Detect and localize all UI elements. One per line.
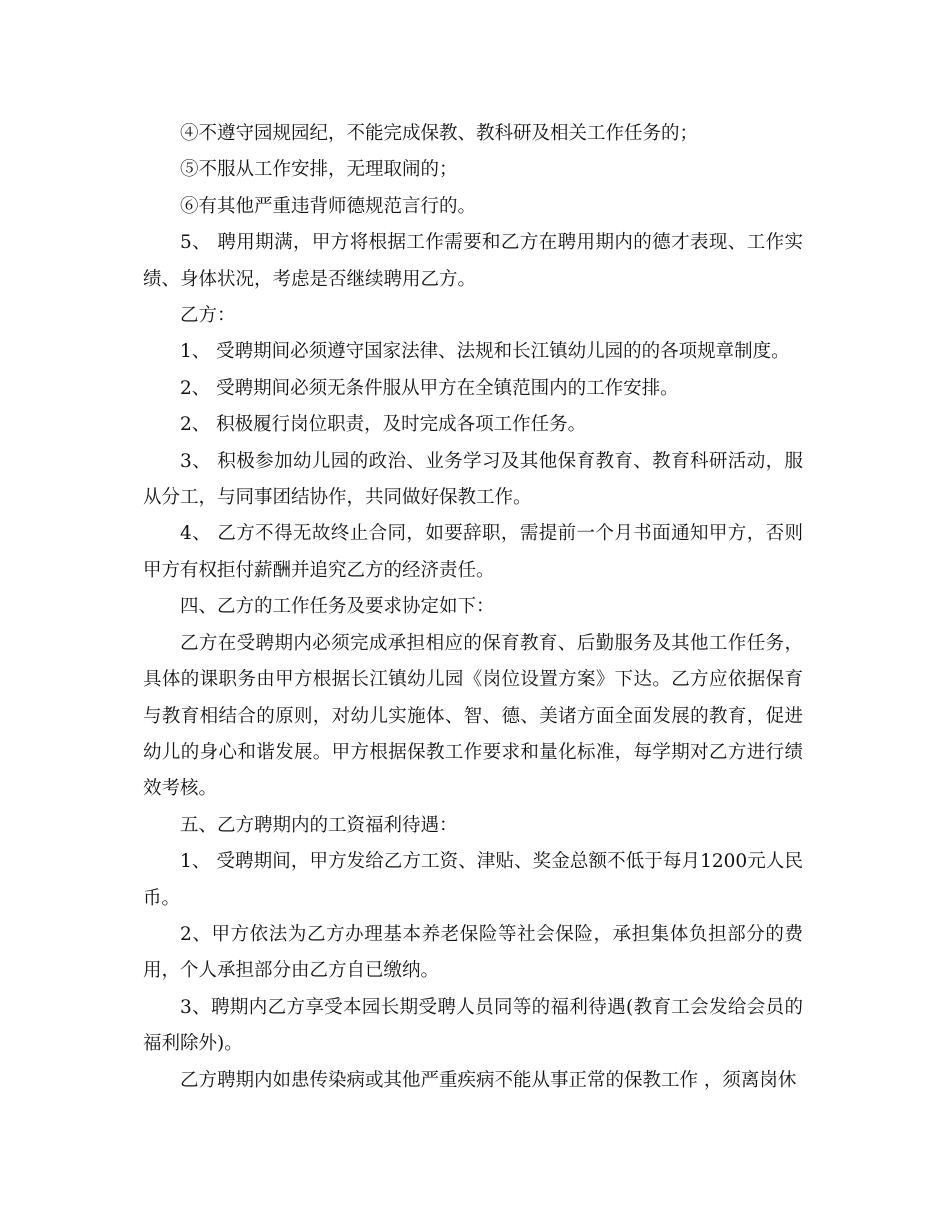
- paragraph-salary-1: 1、 受聘期间，甲方发给乙方工资、津贴、奖金总额不低于每月1200元人民币。: [143, 851, 803, 909]
- paragraph-party-b-item-2b: 2、 积极履行岗位职责，及时完成各项工作任务。: [180, 414, 587, 436]
- document-body: [143, 116, 803, 1099]
- paragraph-salary-3: 3、聘期内乙方享受本园长期受聘人员同等的福利待遇(教育工会发给会员的福利除外)。: [143, 996, 803, 1055]
- paragraph-term-expiry: 5、 聘用期满，甲方将根据工作需要和乙方在聘用期内的德才表现、工作实绩、身体状况，考虑是否继续聘用乙方。: [143, 232, 803, 290]
- paragraph-clause-6: ⑥有其他严重违背师德规范言行的。: [180, 195, 477, 217]
- paragraph-clause-4: ④不遵守园规园纪，不能完成保教、教科研及相关工作任务的；: [180, 123, 699, 144]
- paragraph-salary-2: 2、甲方依法为乙方办理基本养老保险等社会保险，承担集体负担部分的费用，个人承担部分由乙方自已缴纳。: [143, 923, 803, 982]
- paragraph-party-b-item-2: 2、 受聘期间必须无条件服从甲方在全镇范围内的工作安排。: [180, 377, 679, 399]
- section-heading-4: 四、乙方的工作任务及要求协定如下：: [180, 596, 495, 618]
- paragraph-illness: 乙方聘期内如患传染病或其他严重疾病不能从事正常的保教工作 ，须离岗休: [180, 1069, 797, 1091]
- paragraph-work-tasks: 乙方在受聘期内必须完成承担相应的保育教育、后勤服务及其他工作任务，具体的课职务由甲方根据长江镇幼儿园《岗位设置方案》下达。乙方应依据保育与教育相结合的原则，对幼儿实施体、智、德、美诸方面全面发展的教育，促进幼儿的身心和谐发展。甲方根据保教工作要求和量化标准，每学期对乙方进行绩效考核。: [143, 632, 803, 800]
- paragraph-party-b-item-1: 1、 受聘期间必须遵守国家法律、法规和长江镇幼儿园的的各项规章制度。: [180, 341, 790, 363]
- paragraph-clause-5: ⑤不服从工作安排，无理取闹的；: [180, 159, 458, 181]
- paragraph-party-b-item-3: 3、 积极参加幼儿园的政治、业务学习及其他保育教育、教育科研活动，服从分工，与同事团结协作，共同做好保教工作。: [143, 450, 803, 509]
- paragraph-party-b-heading: 乙方：: [180, 305, 236, 327]
- paragraph-party-b-item-4: 4、 乙方不得无故终止合同，如要辞职，需提前一个月书面通知甲方，否则甲方有权拒付薪酬并追究乙方的经济责任。: [143, 523, 803, 581]
- section-heading-5: 五、乙方聘期内的工资福利待遇：: [180, 814, 458, 836]
